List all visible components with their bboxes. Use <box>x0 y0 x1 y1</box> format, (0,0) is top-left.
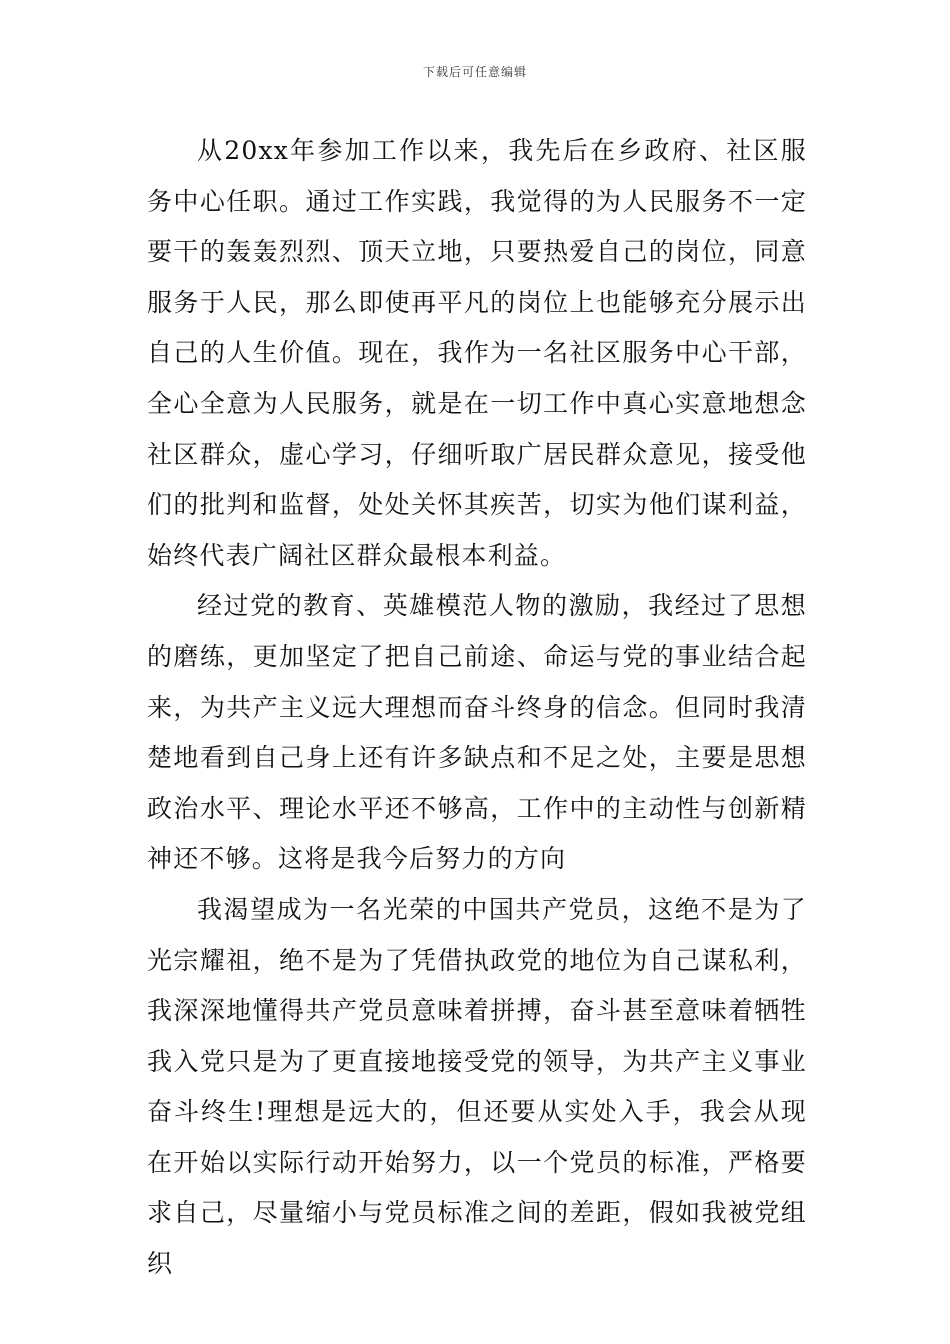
header-note: 下载后可任意编辑 <box>422 65 527 79</box>
document-body <box>147 126 807 1290</box>
paragraph-self-reflection: 经过党的教育、英雄模范人物的激励，我经过了思想的磨练，更加坚定了把自己前途、命运与党的事业结合起来，为共产主义远大理想而奋斗终身的信念。但同时我清楚地看到自己身上还有许多缺点和不足之处，主要是思想政治水平、理论水平还不够高，工作中的主动性与创新精神还不够。这将是我今后努力的方向 <box>147 591 807 874</box>
paragraph-party-aspiration: 我渴望成为一名光荣的中国共产党员，这绝不是为了光宗耀祖，绝不是为了凭借执政党的地位为自己谋私利，我深深地懂得共产党员意味着拼搏，奋斗甚至意味着牺牲我入党只是为了更直接地接受党的领导，为共产主义事业奋斗终生!理想是远大的，但还要从实处入手，我会从现在开始以实际行动开始努力，以一个党员的标准，严格要求自己，尽量缩小与党员标准之间的差距，假如我被党组织 <box>147 894 807 1279</box>
paragraph-work-experience: 从20xx年参加工作以来，我先后在乡政府、社区服务中心任职。通过工作实践，我觉得的为人民服务不一定要干的轰轰烈烈、顶天立地，只要热爱自己的岗位，同意服务于人民，那么即使再平凡的岗位上也能够充分展示出自己的人生价值。现在，我作为一名社区服务中心干部，全心全意为人民服务，就是在一切工作中真心实意地想念社区群众，虚心学习，仔细听取广居民群众意见，接受他们的批判和监督，处处关怀其疾苦，切实为他们谋利益，始终代表广阔社区群众最根本利益。 <box>147 136 807 570</box>
